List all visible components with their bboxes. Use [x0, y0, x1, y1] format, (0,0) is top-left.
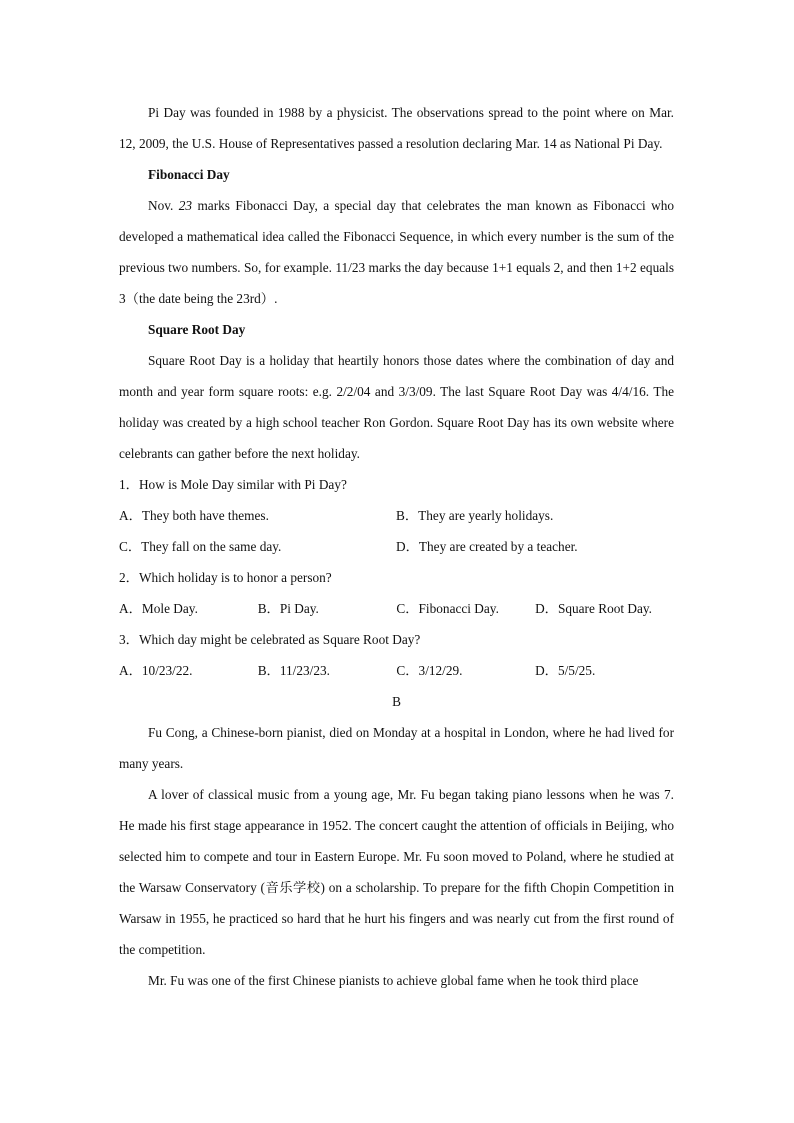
question-3-option-d[interactable]: D．5/5/25. — [535, 663, 596, 678]
passage-b-paragraph-2: A lover of classical music from a young age, Mr. Fu began taking piano lessons when he was 7. He made his first stage appearance in 1952. The concert caught the attention of officials in Beijing, who selected him to compete and tour in Eastern Europe. Mr. Fu soon moved to Poland, where he studied at the Warsaw Conservatory (音乐学校) on a scholarship. To prepare for the fifth Chopin Competition in Warsaw in 1955, he practiced so hard that he hurt his fingers and was nearly cut from the first round of the competition. — [119, 787, 674, 957]
question-1: 1．How is Mole Day similar with Pi Day? — [119, 477, 347, 492]
fibonacci-day-heading: Fibonacci Day — [148, 167, 230, 182]
question-1-option-a[interactable]: A．They both have themes. — [119, 508, 269, 523]
question-2-option-c[interactable]: C．Fibonacci Day. — [396, 601, 499, 616]
question-2-options — [119, 593, 674, 624]
fib-text-date: 23 — [178, 198, 193, 213]
question-3-option-c[interactable]: C．3/12/29. — [396, 663, 463, 678]
question-2-option-a[interactable]: A．Mole Day. — [119, 601, 198, 616]
passage-b-paragraph-3: Mr. Fu was one of the first Chinese pianists to achieve global fame when he took third place — [148, 973, 639, 988]
section-b-label: B — [392, 694, 401, 709]
question-2-option-d[interactable]: D．Square Root Day. — [535, 601, 653, 616]
fib-text-post: marks Fibonacci Day, a special day that celebrates the man known as Fibonacci who developed a mathematical idea called the Fibonacci Sequence, in which every number is the sum of the previous two numbers. So, for example. 11/23 marks the day because 1+1 equals 2, and then 1+2 equals 3（the date being the 23rd）. — [119, 198, 675, 306]
fib-text-pre: Nov. — [148, 198, 179, 213]
question-3: 3．Which day might be celebrated as Square Root Day? — [119, 632, 421, 647]
square-root-day-heading: Square Root Day — [148, 322, 246, 337]
passage-b-paragraph-1: Fu Cong, a Chinese-born pianist, died on Monday at a hospital in London, where he had lived for many years. — [119, 725, 674, 771]
question-1-option-c[interactable]: C．They fall on the same day. — [119, 539, 282, 554]
question-1-options-row-2 — [119, 531, 674, 562]
question-3-options — [119, 655, 674, 686]
question-1-option-b[interactable]: B．They are yearly holidays. — [396, 508, 554, 523]
fibonacci-day-paragraph — [119, 190, 674, 314]
square-root-day-paragraph: Square Root Day is a holiday that heartily honors those dates where the combination of day and month and year form square roots: e.g. 2/2/04 and 3/3/09. The last Square Root Day was 4/4/16. The holiday was created by a high school teacher Ron Gordon. Square Root Day has its own website where celebrants can gather before the next holiday. — [119, 353, 674, 461]
question-1-options-row-1 — [119, 500, 674, 531]
question-1-option-d[interactable]: D．They are created by a teacher. — [396, 539, 578, 554]
question-3-option-a[interactable]: A．10/23/22. — [119, 663, 193, 678]
question-2-option-b[interactable]: B．Pi Day. — [257, 601, 319, 616]
pi-day-paragraph: Pi Day was founded in 1988 by a physicist. The observations spread to the point where on Mar. 12, 2009, the U.S. House of Representatives passed a resolution declaring Mar. 14 as National Pi Day. — [119, 105, 674, 151]
question-2: 2．Which holiday is to honor a person? — [119, 570, 332, 585]
question-3-option-b[interactable]: B．11/23/23. — [257, 663, 330, 678]
page-content — [119, 97, 674, 996]
